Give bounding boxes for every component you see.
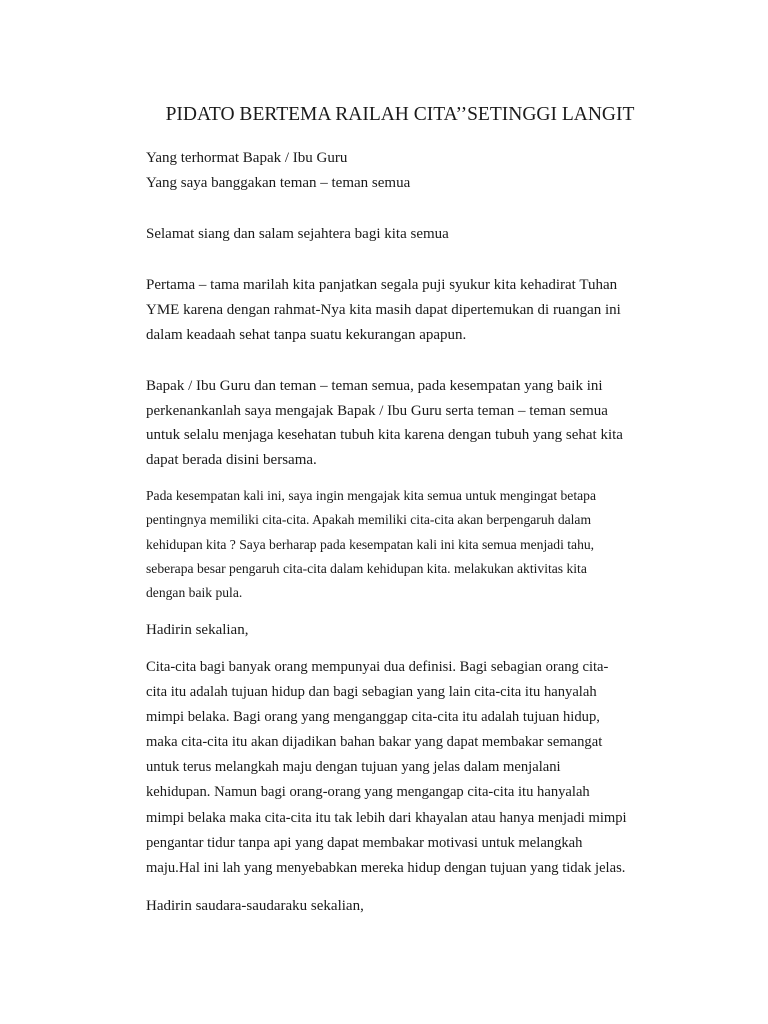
text-line: Bapak / Ibu Guru dan teman – teman semua, pada kesempatan yang baik ini	[146, 378, 603, 394]
text-line: mimpi belaka. Bagi orang yang menganggap cita-cita itu adalah tujuan hidup,	[146, 709, 600, 726]
text-line: Yang saya banggakan teman – teman semua	[146, 175, 411, 191]
paragraph-audience-2	[146, 894, 746, 919]
text-line: perkenankanlah saya mengajak Bapak / Ibu Guru serta teman – teman semua	[146, 402, 608, 419]
paragraph-health	[146, 374, 746, 473]
text-line: Pada kesempatan kali ini, saya ingin mengajak kita semua untuk mengingat betapa	[146, 488, 596, 503]
text-line: kehidupan. Namun bagi orang-orang yang mengangap cita-cita itu hanyalah	[146, 784, 590, 801]
text-line: dapat berada disini bersama.	[146, 452, 317, 469]
text-line: Cita-cita bagi banyak orang mempunyai dua definisi. Bagi sebagian orang cita-	[146, 659, 609, 675]
text-line: untuk terus melangkah maju dengan tujuan yang jelas dalam menjalani	[146, 759, 561, 776]
paragraph-greeting	[146, 146, 746, 196]
text-line: pengantar tidur tanpa api yang dapat membakar motivasi untuk melangkah	[146, 834, 583, 851]
text-line: Selamat siang dan salam sejahtera bagi kita semua	[146, 226, 449, 242]
text-line: maju.Hal ini lah yang menyebabkan mereka hidup dengan tujuan yang tidak jelas.	[146, 859, 626, 876]
paragraph-salutation	[146, 222, 746, 247]
text-line: Hadirin saudara-saudaraku sekalian,	[146, 898, 364, 914]
text-line: untuk selalu menjaga kesehatan tubuh kita karena dengan tubuh yang sehat kita	[146, 427, 623, 444]
text-line: cita itu adalah tujuan hidup dan bagi sebagian yang lain cita-cita itu hanyalah	[146, 684, 597, 701]
paragraph-gratitude	[146, 273, 746, 348]
paragraph-aspiration-intro	[146, 484, 746, 605]
text-line: dalam keadaah sehat tanpa suatu kekurangan apapun.	[146, 327, 467, 343]
paragraph-audience	[146, 618, 746, 643]
text-line: pentingnya memiliki cita-cita. Apakah memiliki cita-cita akan berpengaruh dalam	[146, 512, 592, 528]
text-line: maka cita-cita itu akan dijadikan bahan bakar yang dapat membakar semangat	[146, 734, 603, 751]
text-line: Yang terhormat Bapak / Ibu Guru	[146, 150, 348, 166]
paragraph-definition	[146, 655, 746, 881]
text-line: Hadirin sekalian,	[146, 622, 249, 638]
text-line: mimpi belaka maka cita-cita itu tak lebih dari khayalan atau hanya menjadi mimpi	[146, 809, 627, 826]
text-line: Pertama – tama marilah kita panjatkan segala puji syukur kita kehadirat Tuhan	[146, 277, 618, 293]
text-line: dengan baik pula.	[146, 585, 243, 601]
text-line: kehidupan kita ? Saya berharap pada kesempatan kali ini kita semua menjadi tahu,	[146, 536, 595, 552]
text-line: YME karena dengan rahmat-Nya kita masih dapat dipertemukan di ruangan ini	[146, 302, 621, 318]
document-title: PIDATO BERTEMA RAILAH CITA’’SETINGGI LANGIT	[165, 104, 635, 125]
text-line: seberapa besar pengaruh cita-cita dalam kehidupan kita. melakukan aktivitas kita	[146, 560, 587, 576]
